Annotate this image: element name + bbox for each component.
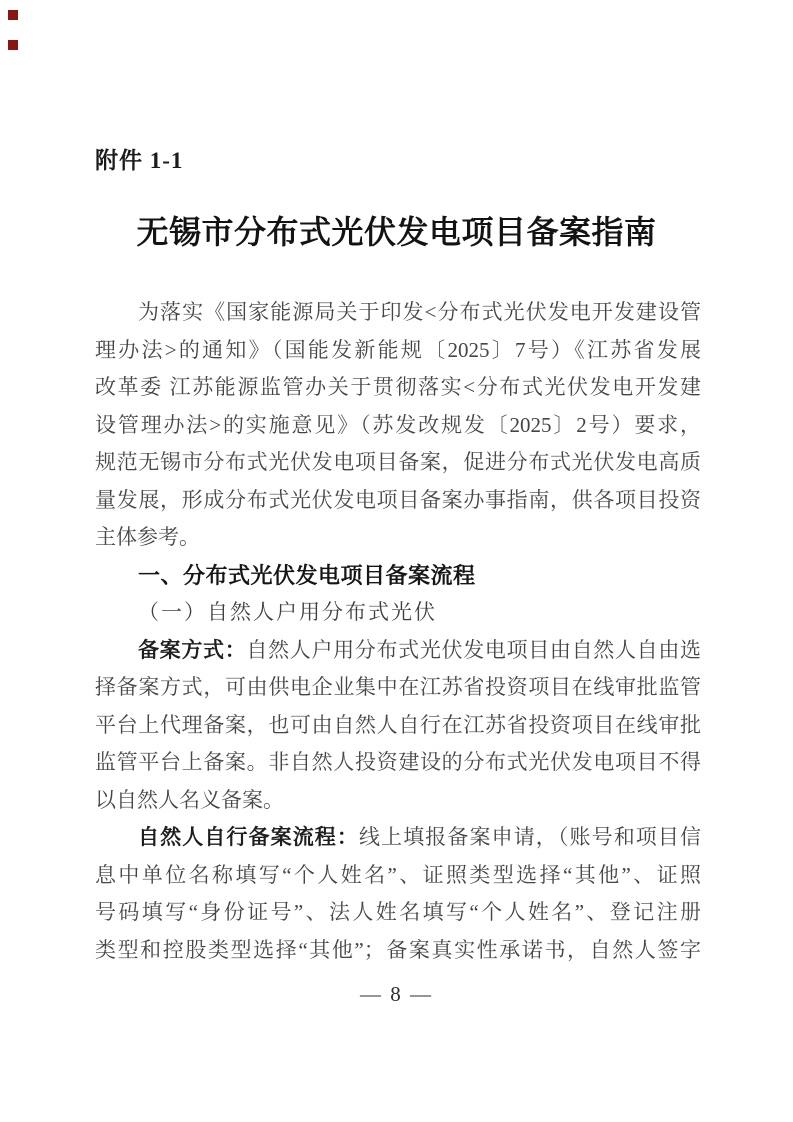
corner-mark-bottom [8,40,18,50]
text-line [95,669,701,707]
text-segment: 规范无锡市分布式光伏发电项目备案，促进分布式光伏发电高质 [95,450,701,474]
text-segment: 主体参考。 [95,525,200,549]
text-segment: 号码填写“身份证号”、法人姓名填写“个人姓名”、登记注册 [95,900,701,924]
text-segment: 以自然人名义备案。 [95,787,284,812]
text-segment: 类型和控股类型选择“其他”；备案真实性承诺书，自然人签字 [95,937,701,962]
text-segment: （一）自然人户用分布式光伏 [138,600,437,624]
text-line [95,519,701,557]
text-line [95,932,701,970]
attachment-label: 附件 1-1 [95,148,184,173]
document-body [95,294,701,969]
text-line [95,819,701,857]
text-line [95,707,701,745]
text-segment: 设管理办法>的实施意见》（苏发改规发〔2025〕2号）要求， [95,412,701,437]
page-number: — 8 — [360,982,433,1006]
text-segment: 理办法>的通知》（国能发新能规〔2025〕7号）《江苏省发展 [95,337,701,362]
text-segment: 监管平台上备案。非自然人投资建设的分布式光伏发电项目不得 [95,750,701,774]
text-line [95,557,701,595]
corner-mark-top [8,10,18,20]
text-segment: 线上填报备案申请，（账号和项目信 [359,825,701,849]
text-line [95,482,701,520]
bold-lead-in: 备案方式： [138,638,247,662]
text-line [95,444,701,482]
text-line [95,632,701,670]
text-segment: 择备案方式，可由供电企业集中在江苏省投资项目在线审批监管 [95,675,701,699]
text-line [95,407,701,445]
bold-lead-in: 自然人自行备案流程： [138,826,359,849]
text-segment: 量发展，形成分布式光伏发电项目备案办事指南，供各项目投资 [95,487,701,512]
page-title: 无锡市分布式光伏发电项目备案指南 [136,214,657,250]
text-line [95,782,701,820]
text-line [95,294,701,332]
text-segment: 改革委 江苏能源监管办关于贯彻落实<分布式光伏发电开发建 [95,375,701,399]
text-segment: 一、分布式光伏发电项目备案流程 [138,562,476,588]
text-segment: 平台上代理备案，也可由自然人自行在江苏省投资项目在线审批 [95,712,701,737]
text-line [95,857,701,895]
text-line [95,894,701,932]
text-line [95,744,701,782]
text-segment: 自然人户用分布式光伏发电项目由自然人自由选 [246,637,702,662]
text-segment: 为落实《国家能源局关于印发<分布式光伏发电开发建设管 [138,300,701,324]
text-line [95,594,701,632]
text-line [95,332,701,370]
text-line [95,369,701,407]
text-segment: 息中单位名称填写“个人姓名”、证照类型选择“其他”、证照 [95,862,701,887]
